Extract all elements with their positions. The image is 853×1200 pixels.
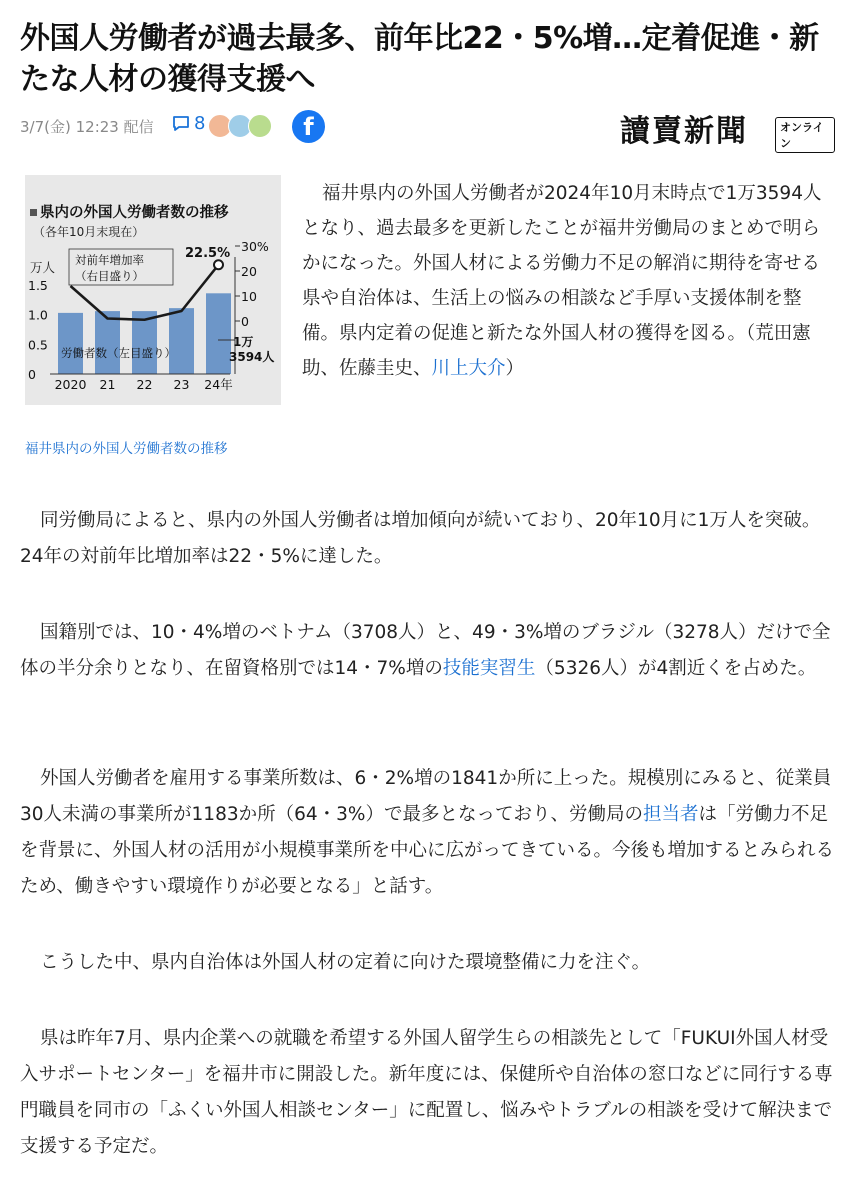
y-left-tick-2: 0.5	[28, 337, 48, 353]
chart-svg	[25, 175, 281, 405]
publish-date: 3/7(金) 12:23 配信	[20, 118, 154, 136]
x-tick-label-0: 2020	[54, 377, 87, 392]
y-left-tick-3: 0	[28, 367, 36, 382]
body-paragraph-2	[20, 615, 835, 687]
body-paragraph-1	[20, 503, 835, 575]
chart-subtitle: （各年10月末現在）	[33, 225, 145, 239]
y-right-tick-0: 30%	[241, 239, 269, 254]
article-figure[interactable]	[25, 175, 281, 467]
emoji-happy-icon	[248, 114, 272, 138]
paragraph-4-text: こうした中、県内自治体は外国人材の定着に向けた環境整備に力を注ぐ。	[40, 952, 651, 973]
annotation-last-rate: 22.5%	[185, 246, 231, 261]
y-right-tick-1: 20	[241, 264, 257, 279]
y-right-tick-3: 0	[241, 314, 249, 329]
bar-3	[169, 308, 194, 374]
annotation-last-value-1: 1万	[233, 335, 254, 349]
paragraph-5-text: 県は昨年7月、県内企業への就職を希望する外国人留学生らの相談先として「FUKUI外国人材受入サポートセンター」を福井市に開設した。新年度には、保健所や自治体の窓口などに同行する専門職員を同市の「ふくい外国人相談センター」に配置し、悩みやトラブルの相談を受けて解決まで支援する予定だ。	[20, 1028, 833, 1157]
body-paragraph-5	[20, 1021, 835, 1165]
chart	[25, 175, 281, 405]
comment-icon	[172, 115, 190, 132]
paragraph-2-text-end: （5326人）が4割近くを占めた。	[535, 658, 817, 679]
reaction-emojis[interactable]	[208, 114, 268, 138]
bar-0	[58, 313, 83, 374]
comment-button[interactable]	[172, 113, 205, 134]
legend-rate	[69, 249, 173, 285]
lead-text: 福井県内の外国人労働者が2024年10月末時点で1万3594人となり、過去最多を更新したことが福井労働局のまとめで明らかになった。外国人材による労働力不足の解消に期待を寄せる県や自治体は、生活上の悩みの相談など手厚い支援体制を整備。県内定着の促進と新たな外国人材の獲得を図る。（荒田憲助、佐藤圭史、	[302, 183, 822, 379]
comment-count: 8	[194, 113, 206, 134]
body-paragraph-4	[20, 945, 835, 981]
x-tick-label-4: 24年	[204, 377, 233, 392]
figure-caption[interactable]: 福井県内の外国人労働者数の推移	[25, 441, 228, 457]
chart-title: 県内の外国人労働者数の推移	[40, 205, 229, 221]
paragraph-3-text-end: は「労働力不足を背景に、外国人材の活用が小規模事業所を中心に広がってきている。今後も増加するとみられるため、働きやすい環境作りが必要となる」と話す。	[20, 804, 835, 897]
publisher-badge: オンライン	[775, 117, 835, 153]
article-headline: 外国人労働者が過去最多、前年比22・5%増…定着促進・新たな人材の獲得支援へ	[20, 21, 819, 97]
publisher-logo[interactable]: 讀賣新聞	[620, 114, 748, 149]
x-tick-label-3: 23	[173, 377, 190, 392]
x-tick-label-2: 22	[136, 377, 153, 392]
term-link-tantousha[interactable]: 担当者	[643, 804, 699, 825]
lead-text-end: ）	[505, 358, 525, 379]
y-left-tick-1: 1.0	[28, 307, 48, 323]
body-paragraph-3	[20, 761, 835, 905]
y-left-unit-label: 万人	[30, 260, 56, 275]
article-meta	[20, 112, 835, 150]
rate-point-last	[214, 260, 223, 269]
bar-1	[95, 311, 120, 374]
bar-4	[206, 293, 231, 374]
paragraph-2-text: 国籍別では、10・4%増のベトナム（3708人）と、49・3%増のブラジル（3278人）だけで全体の半分余りとなり、在留資格別では14・7%増の	[20, 622, 831, 679]
term-link-ginou[interactable]: 技能実習生	[442, 658, 536, 679]
facebook-icon[interactable]: f	[292, 110, 325, 143]
paragraph-1-text: 同労働局によると、県内の外国人労働者は増加傾向が続いており、20年10月に1万人を突破。24年の対前年比増加率は22・5%に達した。	[20, 510, 821, 567]
legend-rate-line1: 対前年増加率	[75, 253, 144, 267]
legend-rate-line2: （右目盛り）	[75, 269, 144, 283]
lead-paragraph	[302, 176, 832, 386]
legend-workers: 労働者数（左目盛り）	[61, 346, 176, 360]
paragraph-3-text: 外国人労働者を雇用する事業所数は、6・2%増の1841か所に上った。規模別にみると、従業員30人未満の事業所が1183か所（64・3%）で最多となっており、労働局の	[20, 768, 832, 825]
y-right-tick-2: 10	[241, 289, 257, 304]
y-left-tick-0: 1.5	[28, 278, 48, 293]
annotation-last-value-2: 3594人	[229, 350, 275, 364]
author-link[interactable]: 川上大介	[431, 358, 506, 379]
x-tick-label-1: 21	[99, 377, 116, 392]
